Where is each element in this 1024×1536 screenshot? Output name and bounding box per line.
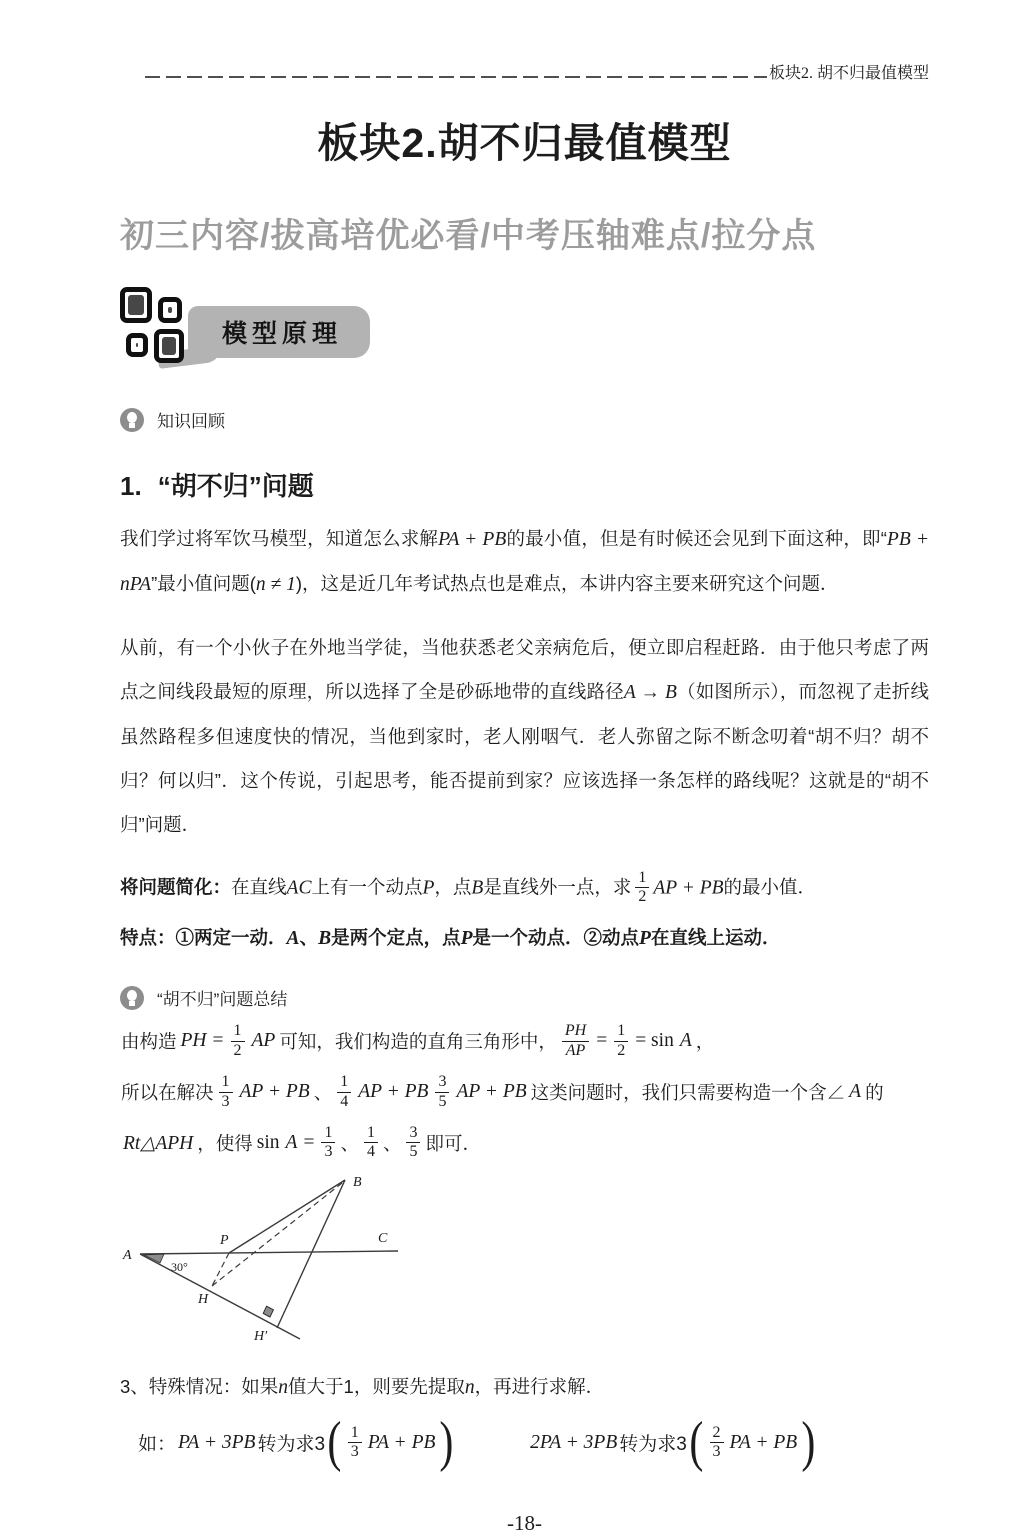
text: 是两个定点，点: [331, 926, 461, 948]
math: P: [639, 927, 651, 949]
math: PH: [180, 1030, 207, 1052]
math: P: [460, 927, 473, 949]
text: 、: [299, 926, 319, 948]
paren-close: ): [801, 1411, 816, 1474]
paren-open: (: [327, 1411, 342, 1474]
math: 2PA + 3PB: [530, 1431, 618, 1453]
text: 在直线上运动．: [650, 926, 781, 948]
paragraph-story: [120, 626, 929, 847]
example-1: [138, 1411, 456, 1474]
section-number: 1.: [120, 471, 142, 501]
math: PA + PB: [367, 1431, 436, 1453]
lightbulb-icon: [120, 408, 144, 432]
qr-square: [126, 333, 148, 357]
math: n ≠ 1: [255, 574, 296, 595]
fraction: $\frac{3}{5}$: [435, 1073, 449, 1112]
math: AC: [286, 876, 312, 898]
text: 由构造: [121, 1031, 177, 1053]
fraction: $\frac{1}{4}$: [364, 1124, 378, 1163]
text: 可知，我们构造的直角三角形中，: [279, 1031, 557, 1053]
fraction: $\frac{PH}{AP}$: [562, 1022, 589, 1061]
math: n: [464, 1377, 475, 1399]
math: n: [278, 1377, 289, 1399]
text: 的最小值，但是有时候还会见到下面这种，即“: [506, 528, 887, 549]
math: AP + PB: [653, 876, 724, 898]
summary-row: [120, 985, 929, 1010]
math: PA + PB: [438, 529, 507, 550]
header-dashed-rule: [145, 76, 767, 78]
math: A: [849, 1081, 862, 1103]
text: （如图所示），而忽视了走折线虽然路程多但速度快的情况，当他到家时，老人刚咽气．老人弥留之际不断念叨着“胡不归？胡不归？何以归”．这个传说，引起思考，能否提前到家？应该选择一条怎样的路线呢？这就是的“胡不归”问题．: [120, 680, 929, 835]
geometry-figure: [108, 1166, 929, 1359]
qr-square: [158, 297, 182, 323]
text: ，: [695, 1031, 715, 1053]
text: 是直线外一点，求: [483, 875, 632, 897]
math: AP + PB: [358, 1081, 429, 1103]
math: PB + nPA: [120, 529, 929, 595]
label-B: B: [353, 1175, 362, 1191]
qr-code-icon: [120, 285, 194, 365]
fraction: $\frac{1}{3}$: [348, 1424, 362, 1463]
simplify-line: [120, 869, 929, 908]
text: 、: [382, 1132, 402, 1154]
right-angle-marker: [263, 1307, 273, 1318]
text: 从前，有一个小伙子在外地当学徒，当他获悉老父亲病危后，便立即启程赶路．由于他只考虑了两点之间线段最短的原理，所以选择了全是砂砾地带的直线路径: [120, 636, 929, 702]
page-number: -18-: [507, 1510, 542, 1535]
math: A: [285, 1131, 298, 1153]
math: B: [318, 927, 332, 949]
section-title: “胡不归”问题: [157, 471, 314, 501]
summary-line-3: [120, 1124, 929, 1163]
summary-line-1: [120, 1022, 929, 1061]
math: B: [471, 876, 484, 898]
fraction: $\frac{1}{2}$: [635, 869, 649, 908]
text: ，使得: [197, 1132, 253, 1154]
math: AP + PB: [239, 1081, 310, 1103]
page-title: 板块2.胡不归最值模型: [317, 120, 732, 166]
math: PA + 3PB: [178, 1431, 256, 1453]
example-2: [528, 1411, 818, 1474]
subtitle: 初三内容/拔高培优必看/中考压轴难点/拉分点: [120, 217, 817, 255]
text: ，再进行求解．: [474, 1376, 605, 1398]
math: A: [286, 927, 300, 949]
math: Rt△APH: [123, 1132, 194, 1154]
simplify-label: 将问题简化：: [120, 875, 232, 897]
special-case-head: [120, 1375, 929, 1400]
text: 的最小值．: [723, 875, 817, 897]
fraction: $\frac{1}{4}$: [337, 1073, 351, 1112]
math: =: [212, 1030, 224, 1052]
fraction: $\frac{3}{5}$: [406, 1124, 420, 1163]
dashed-PH: [212, 1253, 229, 1286]
math: P: [422, 876, 435, 898]
badge-pill: [188, 306, 370, 358]
dashed-HB: [212, 1183, 342, 1286]
text: 所以在解决: [121, 1082, 214, 1104]
math: = sin: [635, 1030, 674, 1052]
knowledge-review-row: [120, 407, 929, 432]
label-H: H: [198, 1292, 209, 1308]
text: 转为求3: [257, 1434, 326, 1456]
paragraph-intro: [120, 517, 929, 607]
math: AP + PB: [456, 1081, 527, 1103]
label-angle-30: 30°: [171, 1260, 188, 1275]
text: 3、特殊情况：如果: [120, 1376, 279, 1398]
features-line: [120, 926, 929, 951]
math: AP: [251, 1030, 276, 1052]
math: A → B: [623, 681, 677, 703]
fraction: $\frac{1}{2}$: [614, 1022, 628, 1061]
text: 我们学过将军饮马模型，知道怎么求解: [120, 528, 439, 549]
text: 、: [340, 1132, 359, 1154]
text: 在直线: [231, 875, 287, 897]
figure-svg: [108, 1166, 518, 1354]
fraction: $\frac{1}{3}$: [219, 1073, 233, 1112]
text: 上有一个动点: [311, 875, 423, 897]
section-heading: [120, 466, 929, 503]
line-AC: [140, 1251, 398, 1254]
text: ”最小值问题(: [151, 573, 256, 594]
header-label: 板块2. 胡不归最值模型: [768, 65, 929, 82]
text: 即可．: [425, 1132, 481, 1154]
summary-label: “胡不归”问题总结: [157, 990, 288, 1010]
label-A: A: [123, 1248, 132, 1264]
paren-close: ): [439, 1411, 454, 1474]
label-C: C: [378, 1231, 388, 1247]
math: PA + PB: [729, 1431, 798, 1453]
features-label: 特点：: [120, 926, 176, 948]
paren-open: (: [689, 1411, 704, 1474]
text: ，点: [434, 875, 472, 897]
label-P: P: [220, 1233, 229, 1249]
special-case-examples: [138, 1411, 929, 1474]
ray-AH: [140, 1254, 300, 1339]
model-principle-badge: [120, 285, 929, 365]
text: 值大于1，则要先提取: [288, 1376, 465, 1398]
knowledge-review-label: 知识回顾: [157, 412, 225, 431]
fraction: $\frac{1}{3}$: [321, 1124, 335, 1163]
text: 的: [865, 1082, 884, 1104]
text: )，这是近几年考试热点也是难点，本讲内容主要来研究这个问题．: [295, 573, 839, 594]
badge-label: 模型原理: [222, 320, 343, 348]
math: A: [679, 1030, 692, 1052]
qr-square: [120, 287, 152, 323]
text: 、: [313, 1082, 333, 1104]
fraction: $\frac{2}{3}$: [710, 1424, 724, 1463]
text: 转为求3: [619, 1434, 687, 1456]
qr-square: [154, 329, 184, 363]
text: 如：: [138, 1434, 177, 1456]
label-H-prime: H′: [254, 1329, 268, 1345]
text: 这类问题时，我们只需要构造一个含∠: [530, 1082, 846, 1104]
text: ①两定一动．: [175, 926, 287, 948]
lightbulb-icon: [120, 986, 144, 1010]
math: =: [303, 1131, 315, 1153]
fraction: $\frac{1}{2}$: [231, 1022, 245, 1061]
math: sin: [256, 1131, 280, 1153]
math: =: [596, 1030, 608, 1052]
text: 是一个动点．②动点: [472, 926, 640, 948]
summary-line-2: [120, 1073, 929, 1112]
page-header: [145, 0, 929, 83]
